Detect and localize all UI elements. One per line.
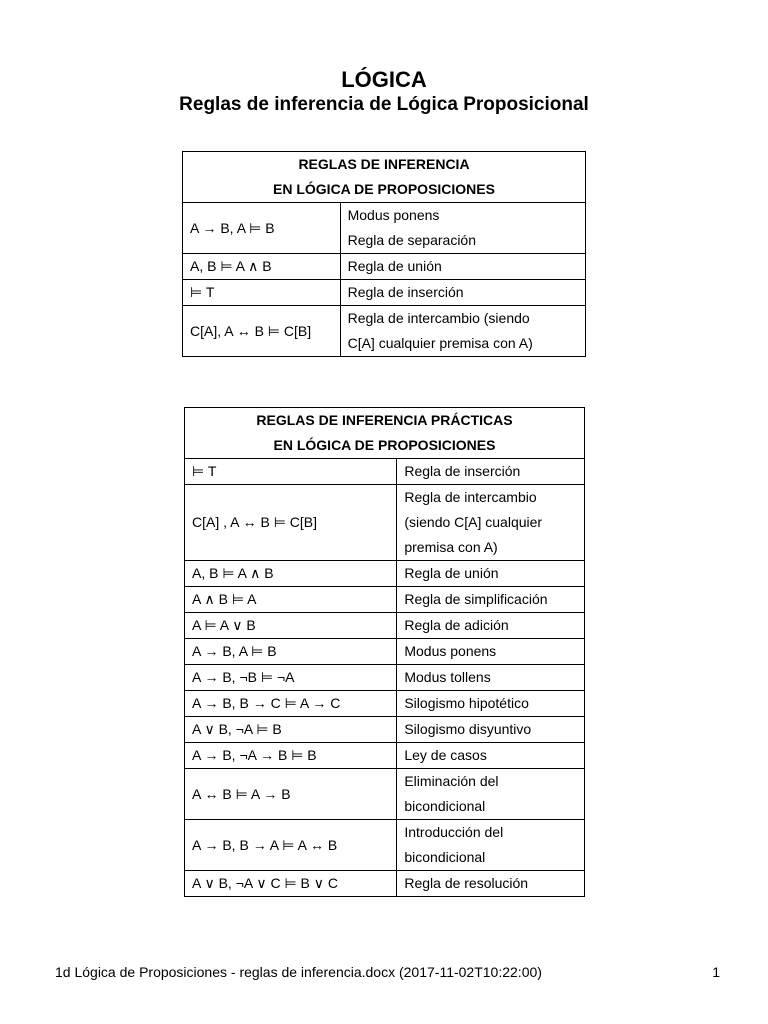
table-header-row bbox=[183, 152, 586, 203]
formula-cell: A → B, A ⊨ B bbox=[183, 203, 341, 254]
formula-cell: A → B, ¬A → B ⊨ B bbox=[185, 743, 397, 769]
rule-name-cell bbox=[340, 203, 585, 254]
rule-name-line: Modus ponens bbox=[347, 207, 440, 223]
table-header-line: EN LÓGICA DE PROPOSICIONES bbox=[273, 181, 495, 197]
formula-cell: A ↔ B ⊨ A → B bbox=[185, 769, 397, 820]
table-header bbox=[183, 152, 586, 203]
rule-name-cell bbox=[397, 871, 585, 897]
table-row bbox=[185, 691, 585, 717]
table-header-line: REGLAS DE INFERENCIA bbox=[298, 156, 470, 172]
rule-name-line: Regla de simplificación bbox=[404, 591, 548, 607]
table-row bbox=[185, 769, 585, 820]
rule-name-line: Regla de separación bbox=[347, 232, 476, 248]
footer-filename: 1d Lógica de Proposiciones - reglas de inferencia.docx (2017-11-02T10:22:00) bbox=[55, 964, 542, 980]
rule-name-line: Introducción del bbox=[404, 824, 504, 840]
table-row bbox=[185, 587, 585, 613]
table-row bbox=[185, 871, 585, 897]
rule-name-line: bicondicional bbox=[404, 798, 486, 814]
rule-name-cell bbox=[397, 769, 585, 820]
rule-name-cell bbox=[397, 587, 585, 613]
rule-name-line: Regla de intercambio bbox=[404, 489, 537, 505]
rule-name-line: C[A] cualquier premisa con A) bbox=[347, 335, 533, 351]
rule-name-cell bbox=[397, 820, 585, 871]
rule-name-cell bbox=[397, 691, 585, 717]
table-row bbox=[183, 203, 586, 254]
formula-cell: C[A], A ↔ B ⊨ C[B] bbox=[183, 306, 341, 357]
rule-name-line: Ley de casos bbox=[404, 747, 487, 763]
table-row bbox=[183, 280, 586, 306]
formula-cell: A ∧ B ⊨ A bbox=[185, 587, 397, 613]
table-row bbox=[185, 743, 585, 769]
document-title: LÓGICA bbox=[341, 67, 427, 92]
rule-name-cell bbox=[397, 743, 585, 769]
rule-name-line: Regla de adición bbox=[404, 617, 509, 633]
table-row bbox=[185, 717, 585, 743]
rule-name-line: Silogismo disyuntivo bbox=[404, 721, 532, 737]
inference-rules-table bbox=[182, 151, 586, 357]
rule-name-line: Modus ponens bbox=[404, 643, 497, 659]
rule-name-cell bbox=[340, 280, 585, 306]
rule-name-cell bbox=[397, 665, 585, 691]
page-number: 1 bbox=[712, 964, 720, 980]
table-row bbox=[183, 306, 586, 357]
table-row bbox=[185, 561, 585, 587]
rule-name-cell bbox=[397, 613, 585, 639]
rule-name-line: bicondicional bbox=[404, 849, 486, 865]
table-row bbox=[185, 459, 585, 485]
rule-name-cell bbox=[397, 717, 585, 743]
formula-cell: C[A] , A ↔ B ⊨ C[B] bbox=[185, 485, 397, 561]
formula-cell: ⊨ T bbox=[185, 459, 397, 485]
rule-name-line: Regla de intercambio (siendo bbox=[347, 310, 530, 326]
formula-cell: A → B, A ⊨ B bbox=[185, 639, 397, 665]
rule-name-cell bbox=[340, 306, 585, 357]
formula-cell: A → B, B → A ⊨ A ↔ B bbox=[185, 820, 397, 871]
rule-name-cell bbox=[397, 459, 585, 485]
rule-name-line: Regla de inserción bbox=[347, 284, 464, 300]
formula-cell: ⊨ T bbox=[183, 280, 341, 306]
rule-name-cell bbox=[397, 561, 585, 587]
rule-name-line: Silogismo hipotético bbox=[404, 695, 529, 711]
rule-name-cell bbox=[340, 254, 585, 280]
formula-cell: A ∨ B, ¬A ∨ C ⊨ B ∨ C bbox=[185, 871, 397, 897]
table-header-line: REGLAS DE INFERENCIA PRÁCTICAS bbox=[256, 412, 513, 428]
formula-cell: A ∨ B, ¬A ⊨ B bbox=[185, 717, 397, 743]
formula-cell: A, B ⊨ A ∧ B bbox=[185, 561, 397, 587]
table-row bbox=[183, 254, 586, 280]
table-row bbox=[185, 639, 585, 665]
rule-name-line: Regla de resolución bbox=[404, 875, 529, 891]
rule-name-line: Regla de unión bbox=[347, 258, 442, 274]
rule-name-cell bbox=[397, 639, 585, 665]
formula-cell: A ⊨ A ∨ B bbox=[185, 613, 397, 639]
rule-name-line: Eliminación del bbox=[404, 773, 499, 789]
rule-name-line: premisa con A) bbox=[404, 539, 498, 555]
formula-cell: A → B, B → C ⊨ A → C bbox=[185, 691, 397, 717]
practical-inference-rules-table bbox=[184, 407, 585, 897]
table-header bbox=[185, 408, 585, 459]
rule-name-line: Modus tollens bbox=[404, 669, 491, 685]
document-subtitle: Reglas de inferencia de Lógica Proposicional bbox=[179, 94, 589, 115]
rule-name-line: (siendo C[A] cualquier bbox=[404, 514, 543, 530]
table-row bbox=[185, 820, 585, 871]
table-header-line: EN LÓGICA DE PROPOSICIONES bbox=[273, 437, 496, 453]
table-row bbox=[185, 665, 585, 691]
rule-name-line: Regla de unión bbox=[404, 565, 499, 581]
formula-cell: A, B ⊨ A ∧ B bbox=[183, 254, 341, 280]
rule-name-cell bbox=[397, 485, 585, 561]
table-row bbox=[185, 613, 585, 639]
formula-cell: A → B, ¬B ⊨ ¬A bbox=[185, 665, 397, 691]
rule-name-line: Regla de inserción bbox=[404, 463, 521, 479]
table-header-row bbox=[185, 408, 585, 459]
table-row bbox=[185, 485, 585, 561]
